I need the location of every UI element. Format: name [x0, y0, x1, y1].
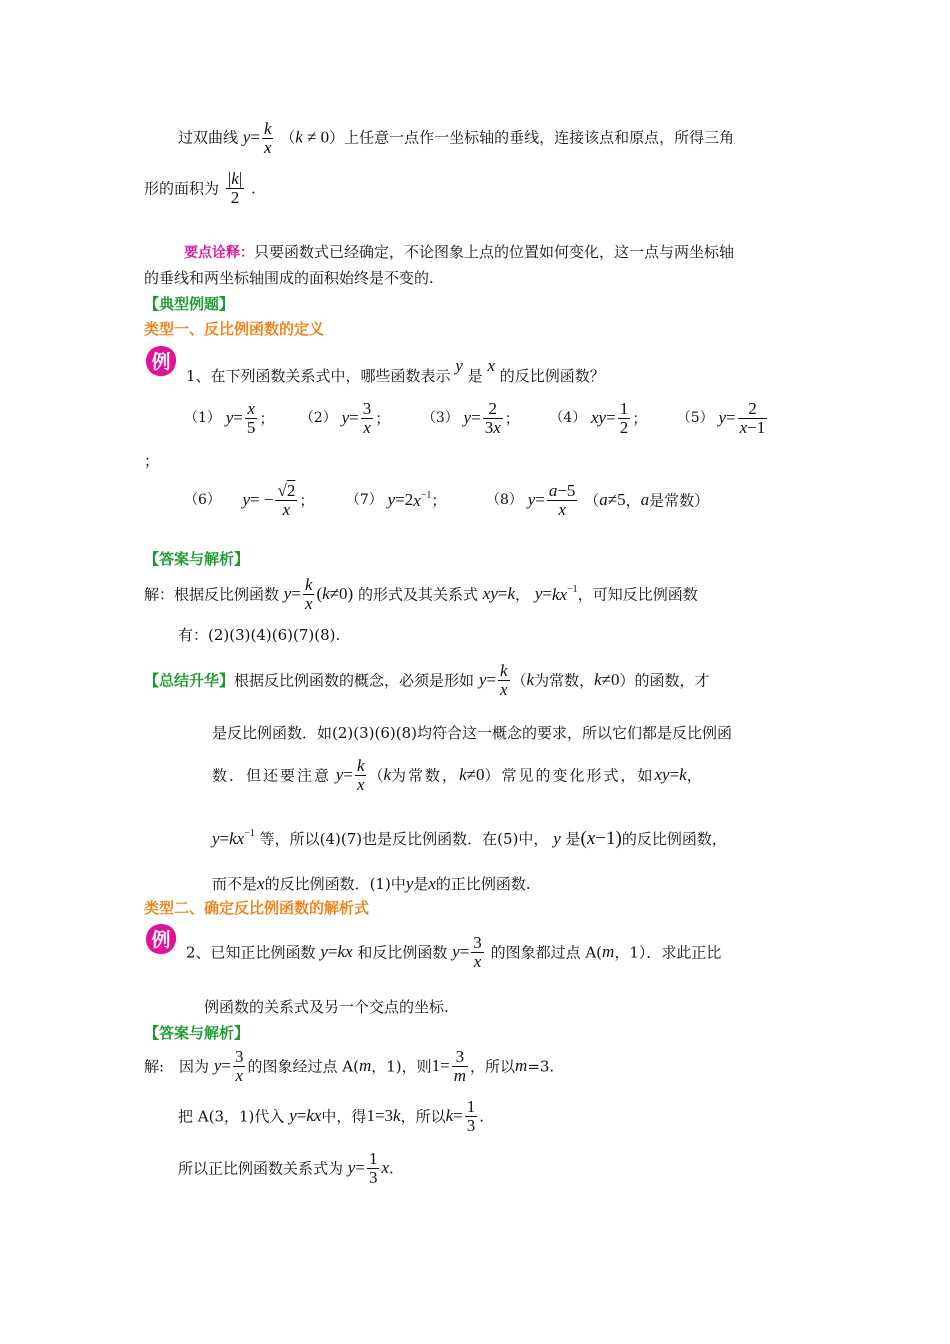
heading-answer-2: 【答案与解析】: [144, 1024, 250, 1042]
summary-line-1: 【总结升华】根据反比例函数的概念，必须是形如 y= $\frac{k}{x}$ （k为常数，k≠0）的函数，才: [144, 661, 710, 699]
note-line-2: 的垂线和两坐标轴围成的面积始终是不变的.: [144, 269, 434, 287]
svg-text:例: 例: [151, 351, 171, 373]
example-badge-icon: [144, 922, 178, 956]
answer2-line-3: 所以正比例函数关系式为 y= $\frac{1}{3}$ x.: [178, 1149, 394, 1187]
summary-line-4: $y=kx^{-1}$ 等，所以(4)(7)也是反比例函数．在(5)中， y 是(x−1)的反比例函数，: [212, 828, 727, 849]
heading-type2: 类型二、确定反比例函数的解析式: [144, 899, 370, 917]
answer2-line-2: 把 A(3，1)代入 y=kx中，得1=3k，所以k= $\frac{1}{3}$ .: [178, 1097, 485, 1135]
svg-text:例: 例: [151, 929, 171, 951]
answer2-line-1: 解: 因为 y= $\frac{3}{x}$ 的图象经过点 A(m，1)，则1= $\frac{3}{m}$ ，所以m=3.: [144, 1047, 555, 1085]
answer1-line-1: 解：根据反比例函数 y= $\frac{k}{x}$ (k≠0) 的形式及其关系式 xy=k， $y=kx^{-1}$，可知反比例函数: [144, 575, 698, 613]
q1-semicolon: ；: [144, 452, 160, 470]
intro-line-1: 过双曲线 y= $\frac{k}{x}$ （k ≠ 0）上任意一点作一坐标轴的垂线，连接该点和原点，所得三角: [178, 119, 735, 157]
q2-line-2: 例函数的关系式及另一个交点的坐标.: [204, 998, 449, 1016]
q1-stem: 1、在下列函数关系式中，哪些函数表示 y 是 x 的反比例函数？: [186, 356, 605, 385]
summary-line-3: 数．但还要注意 y= $\frac{k}{x}$ （k为常数，k≠0）常见的变化形式，如xy=k，: [212, 756, 702, 794]
note-line-1: 要点诠释：只要函数式已经确定，不论图象上点的位置如何变化，这一点与两坐标轴: [184, 243, 735, 261]
q1-options-row-1: （1） y= $\frac{x}{5}$ ； （2） y= $\frac{3}{x}$ ； （3） y= $\frac{2}{3x}$ ； （4） xy= $\frac{1}{2}$ ； （5） y= $\frac{2}{x-1}$: [184, 399, 766, 437]
summary-line-5: 而不是x的反比例函数．(1)中y是x的正比例函数.: [212, 874, 531, 893]
q2-line-1: 2、已知正比例函数 y=kx 和反比例函数 y= $\frac{3}{x}$ 的图象都过点 A(m，1）．求此正比: [186, 933, 722, 971]
example-badge-icon: [144, 344, 178, 378]
heading-answer-1: 【答案与解析】: [144, 550, 250, 568]
heading-type1: 类型一、反比例函数的定义: [144, 320, 325, 338]
intro-line-2: 形的面积为 $\frac{|k|}{2}$ .: [144, 169, 256, 207]
heading-examples: 【典型例题】: [144, 295, 235, 313]
q1-options-row-2: （6） y= − $\frac{√2}{x}$ ； （7） $y=2x^{-1}$； （8） y= $\frac{a-5}{x}$ （a≠5，a是常数）: [184, 481, 710, 519]
summary-line-2: 是反比例函数．如(2)(3)(6)(8)均符合这一概念的要求，所以它们都是反比例函: [212, 724, 732, 742]
answer1-line-2: 有：(2)(3)(4)(6)(7)(8).: [178, 626, 341, 644]
